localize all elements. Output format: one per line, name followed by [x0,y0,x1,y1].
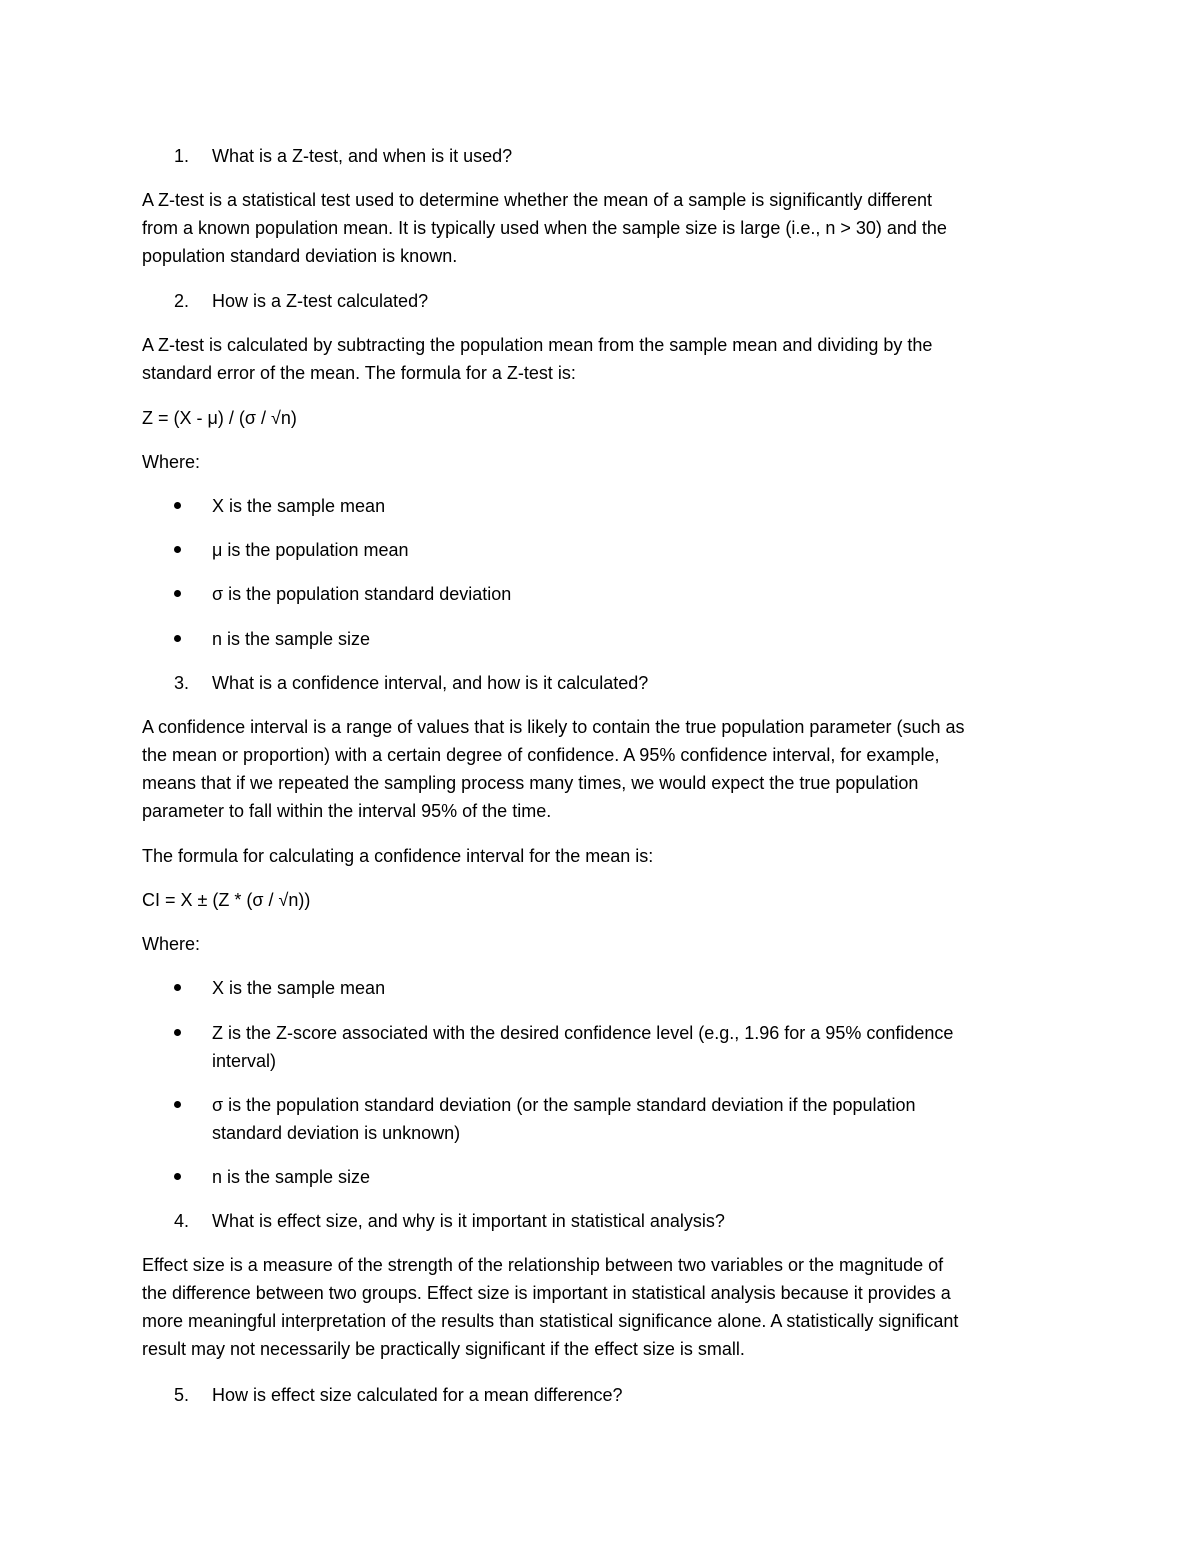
q3-answer-line: means that if we repeated the sampling process many times, we would expect the true population [142,773,919,793]
q3-where-label: Where: [142,934,201,954]
bullet-dot [174,546,181,553]
q3-answer-line: the mean or proportion) with a certain degree of confidence. A 95% confidence interval, for example, [142,745,940,765]
bullet-dot [174,1101,181,1108]
q5-question: How is effect size calculated for a mean difference? [212,1385,623,1405]
q2-bullet-item: n is the sample size [212,629,371,649]
q2-formula: Z = (X - μ) / (σ / √n) [142,408,297,428]
bullet-dot [174,1029,181,1036]
q3-bullet-item: X is the sample mean [212,978,386,998]
q3-bullet-item: Z is the Z-score associated with the desired confidence level (e.g., 1.96 for a 95% confidence [212,1023,954,1043]
q2-bullet-item: σ is the population standard deviation [212,584,512,604]
bullet-dot [174,1173,181,1180]
bullet-dot [174,502,181,509]
q3-bullet-item-cont: standard deviation is unknown) [212,1123,461,1143]
q2-bullet-item: X is the sample mean [212,496,386,516]
q2-question: How is a Z-test calculated? [212,291,429,311]
q3-formula-intro: The formula for calculating a confidence interval for the mean is: [142,846,654,866]
q5-number: 5. [174,1385,190,1405]
bullet-dot [174,635,181,642]
q2-bullet-item: μ is the population mean [212,540,409,560]
q4-answer-line: result may not necessarily be practically significant if the effect size is small. [142,1339,745,1359]
q2-answer-line: standard error of the mean. The formula for a Z-test is: [142,363,576,383]
q1-answer-line: population standard deviation is known. [142,246,458,266]
q1-question: What is a Z-test, and when is it used? [212,146,513,166]
q2-answer-line: A Z-test is calculated by subtracting the population mean from the sample mean and dividing by the [142,335,933,355]
q4-answer-line: Effect size is a measure of the strength of the relationship between two variables or the magnitude of [142,1255,944,1275]
q1-answer-line: A Z-test is a statistical test used to determine whether the mean of a sample is significantly different [142,190,933,210]
q4-answer-line: more meaningful interpretation of the results than statistical significance alone. A statistically significant [142,1311,959,1331]
q4-number: 4. [174,1211,190,1231]
q4-answer-line: the difference between two groups. Effect size is important in statistical analysis because it provides a [142,1283,951,1303]
q4-question: What is effect size, and why is it important in statistical analysis? [212,1211,725,1231]
q3-bullet-item-cont: interval) [212,1051,277,1071]
q3-answer-line: parameter to fall within the interval 95% of the time. [142,801,552,821]
q3-answer-line: A confidence interval is a range of values that is likely to contain the true population parameter (such as [142,717,965,737]
q1-number: 1. [174,146,190,166]
q2-number: 2. [174,291,190,311]
q2-where-label: Where: [142,452,201,472]
q1-answer-line: from a known population mean. It is typically used when the sample size is large (i.e., n > 30) and the [142,218,947,238]
q3-bullet-item: n is the sample size [212,1167,371,1187]
q3-formula: CI = X ± (Z * (σ / √n)) [142,890,311,910]
bullet-dot [174,984,181,991]
q3-number: 3. [174,673,190,693]
q3-question: What is a confidence interval, and how is it calculated? [212,673,649,693]
q3-bullet-item: σ is the population standard deviation (or the sample standard deviation if the population [212,1095,916,1115]
bullet-dot [174,590,181,597]
